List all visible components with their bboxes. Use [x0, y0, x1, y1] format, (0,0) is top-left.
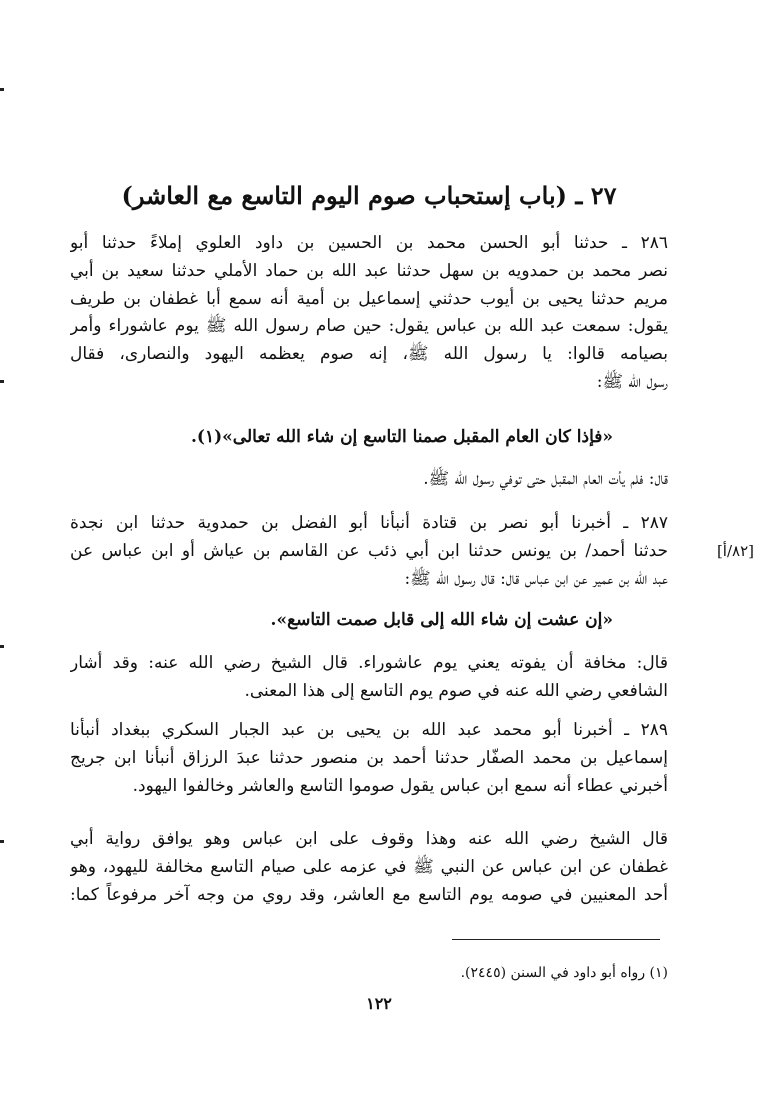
scan-edge-mark	[0, 380, 4, 383]
qala-2	[70, 650, 668, 706]
scan-edge-mark	[0, 840, 4, 843]
footnote: (١) رواه أبو داود في السنن (٢٤٤٥).	[460, 965, 668, 981]
text-line: نصر محمد بن حمدويه بن سهل حدثنا عبد الله بن حماد الأملي حدثنا سعيد بن أبي	[70, 260, 668, 281]
text-line: قال: فلم يأت العام المقبل حتى توفي رسول الله ﷺ.	[423, 469, 668, 489]
margin-folio-note: [٨٢/أ]	[716, 542, 754, 560]
text-line: عبد الله بن عمير عن ابن عباس قال: قال رسول الله ﷺ:	[404, 568, 668, 589]
paragraph-289	[70, 717, 668, 800]
text-line: غطفان عن ابن عباس عن النبي ﷺ في عزمه على صيام التاسع مخالفة لليهود، وهو	[70, 856, 668, 877]
text-line: رسول الله ﷺ:	[596, 371, 668, 392]
text-line: الشافعي رضي الله عنه في صوم يوم التاسع إلى هذا المعنى.	[244, 680, 668, 701]
hadith-quote-2: «إن عشت إن شاء الله إلى قابل صمت التاسع».	[270, 610, 613, 630]
paragraph-286	[70, 230, 668, 397]
scan-edge-mark	[0, 88, 4, 91]
text-line: ٢٨٧ ـ أخبرنا أبو نصر بن قتادة أنبأنا أبو الفضل بن حمدوية حدثنا ابن نجدة	[70, 513, 668, 533]
shaykh-commentary	[70, 826, 668, 909]
page-number: ١٢٢	[366, 994, 392, 1013]
scan-edge-mark	[0, 645, 4, 648]
text-line: ٢٨٩ ـ أخبرنا أبو محمد عبد الله بن يحيى بن عبد الجبار السكري ببغداد أنبأنا	[70, 720, 668, 740]
text-line: قال: مخافة أن يفوته يعني يوم عاشوراء. قال الشيخ رضي الله عنه: وقد أشار	[70, 653, 668, 673]
text-line: حدثنا أحمد/ بن يونس حدثنا ابن أبي ذئب عن القاسم بن عياش أو ابن عباس عن	[70, 540, 668, 561]
text-line: ٢٨٦ ـ حدثنا أبو الحسن محمد بن الحسين بن داود العلوي إملاءً حدثنا أبو	[70, 233, 668, 253]
paragraph-287	[70, 510, 668, 593]
text-line: أخبرني عطاء أنه سمع ابن عباس يقول صوموا التاسع والعاشر وخالفوا اليهود.	[132, 775, 668, 796]
footnote-divider	[452, 939, 660, 940]
text-line: مريم حدثنا يحيى بن أيوب حدثني إسماعيل بن أمية أنه سمع أبا غطفان بن طريف	[70, 288, 668, 309]
text-line: أحد المعنيين في صومه يوم التاسع مع العاشر، وقد روي من وجه آخر مرفوعاً كما:	[70, 884, 668, 905]
text-line: إسماعيل بن محمد الصفّار حدثنا أحمد بن منصور حدثنا عبدَ الرزاق أنبأنا ابن جريج	[70, 747, 668, 768]
qala-1	[70, 466, 668, 494]
text-line: يقول: سمعت عبد الله بن عباس يقول: حين صام رسول الله ﷺ يوم عاشوراء وأمر	[70, 316, 668, 337]
text-line: بصيامه قالوا: يا رسول الله ﷺ، إنه صوم يعظمه اليهود والنصارى، فقال	[70, 344, 668, 365]
hadith-quote-1: «فإذا كان العام المقبل صمنا التاسع إن شاء الله تعالى»(١).	[191, 427, 613, 447]
chapter-title: ٢٧ ـ (باب إستحباب صوم اليوم التاسع مع العاشر)	[121, 181, 617, 210]
text-line: قال الشيخ رضي الله عنه وهذا وقوف على ابن عباس وهو يوافق رواية أبي	[70, 829, 668, 849]
